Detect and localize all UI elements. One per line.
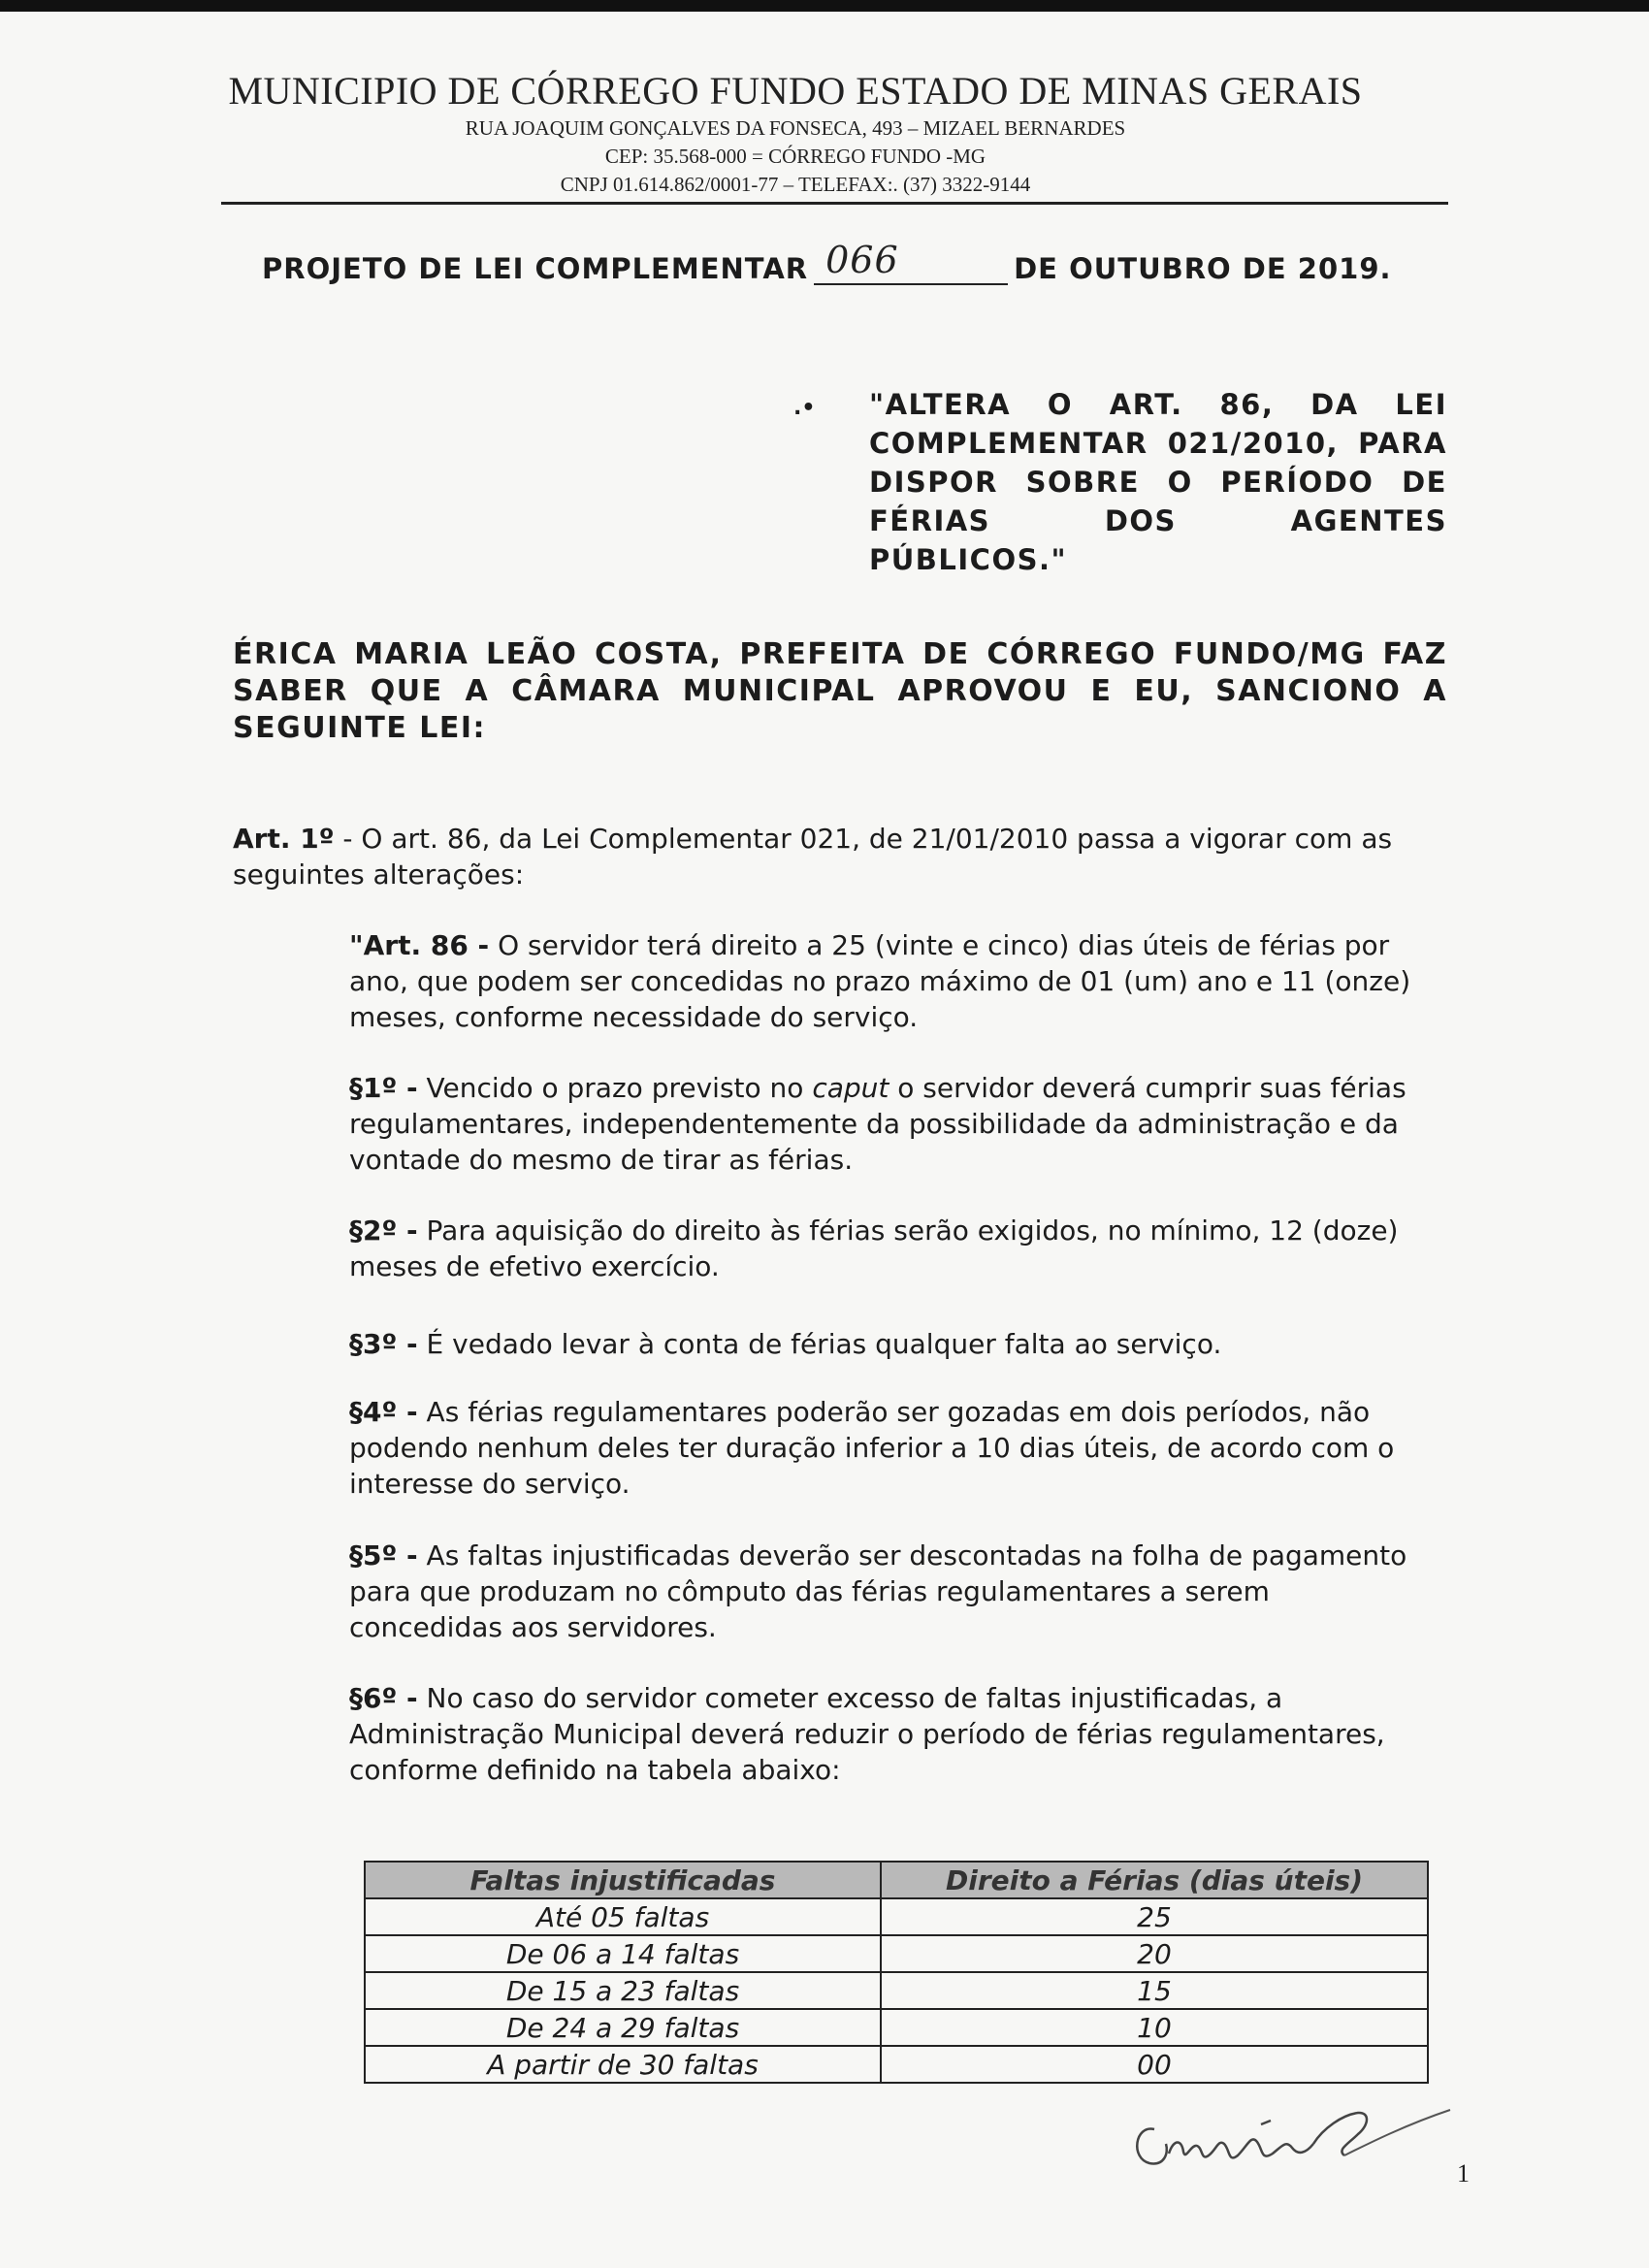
article-86-label: "Art. 86 -: [349, 929, 490, 961]
paragraph-5-label: §5º -: [349, 1539, 418, 1571]
letterhead-address: RUA JOAQUIM GONÇALVES DA FONSECA, 493 – MIZAEL BERNARDES: [465, 116, 1126, 140]
paragraph-2-text: Para aquisição do direito às férias serão exigidos, no mínimo, 12 (doze) meses de efetivo exercício.: [349, 1215, 1399, 1282]
table-cell: De 06 a 14 faltas: [365, 1935, 881, 1972]
ementa-line: "ALTERA O ART. 86, DA LEI: [869, 388, 1447, 421]
table-row: [365, 2009, 1428, 2046]
paragraph-4: [349, 1394, 1426, 1502]
ementa: [869, 385, 1447, 579]
letterhead-cnpj: CNPJ 01.614.862/0001-77 – TELEFAX:. (37) 3322-9144: [560, 173, 1031, 196]
table-cell: Até 05 faltas: [365, 1898, 881, 1935]
projeto-number-handwritten: 066: [825, 239, 899, 281]
table-cell: 15: [881, 1972, 1428, 2009]
projeto-suffix: DE OUTUBRO DE 2019.: [1014, 252, 1392, 285]
paragraph-3: [349, 1326, 1426, 1362]
table-cell: A partir de 30 faltas: [365, 2046, 881, 2083]
table-row: [365, 1935, 1428, 1972]
paragraph-4-label: §4º -: [349, 1396, 418, 1428]
signature-handwritten: [1116, 2086, 1465, 2192]
letterhead-cep: CEP: 35.568-000 = CÓRREGO FUNDO -MG: [604, 145, 986, 168]
table-cell: De 24 a 29 faltas: [365, 2009, 881, 2046]
paragraph-6-label: §6º -: [349, 1682, 418, 1714]
table-header-faltas: Faltas injustificadas: [365, 1862, 881, 1898]
table-cell: 25: [881, 1898, 1428, 1935]
paragraph-1-text-a: Vencido o prazo previsto no: [417, 1072, 813, 1104]
table-cell: 00: [881, 2046, 1428, 2083]
ementa-line: FÉRIAS DOS AGENTES PÚBLICOS.": [869, 504, 1447, 576]
table-cell: 20: [881, 1935, 1428, 1972]
ferias-table: [364, 1861, 1429, 2084]
table-header-direito: Direito a Férias (dias úteis): [881, 1862, 1428, 1898]
paragraph-1-text-b: o servidor deverá cumprir suas férias regulamentares, independentemente da possibilidade da administração e da vontade do mesmo de tirar as férias.: [349, 1072, 1406, 1176]
preamble: [233, 636, 1447, 747]
article-1-label: Art. 1º: [233, 823, 335, 855]
page-number: 1: [1457, 2159, 1470, 2187]
paragraph-1-label: §1º -: [349, 1072, 418, 1104]
paragraph-4-text: As férias regulamentares poderão ser gozadas em dois períodos, não podendo nenhum deles ter duração inferior a 10 dias úteis, de acordo com o interesse do serviço.: [349, 1396, 1395, 1500]
preamble-line: SABER QUE A CÂMARA MUNICIPAL APROVOU E EU, SANCIONO A: [233, 674, 1447, 708]
paragraph-1: [349, 1070, 1426, 1178]
paragraph-5: [349, 1538, 1426, 1645]
projeto-heading: [262, 239, 1392, 285]
table-row: [365, 1972, 1428, 2009]
table-header-row: [365, 1862, 1428, 1898]
paragraph-6: [349, 1680, 1426, 1788]
ementa-mark: .•: [793, 396, 816, 420]
table-cell: De 15 a 23 faltas: [365, 1972, 881, 2009]
article-1-text: - O art. 86, da Lei Complementar 021, de 21/01/2010 passa a vigorar com as seguintes alterações:: [233, 823, 1393, 891]
article-86: [349, 927, 1426, 1035]
table-row: [365, 2046, 1428, 2083]
letterhead-divider: [221, 202, 1448, 205]
projeto-number-field: [814, 239, 1008, 285]
article-86-text: O servidor terá direito a 25 (vinte e cinco) dias úteis de férias por ano, que podem ser concedidas no prazo máximo de 01 (um) ano e 11 (onze) meses, conforme necessidade do serviço.: [349, 929, 1411, 1033]
paragraph-5-text: As faltas injustificadas deverão ser descontadas na folha de pagamento para que produzam no cômputo das férias regulamentares a serem concedidas aos servidores.: [349, 1539, 1407, 1643]
paragraph-2: [349, 1213, 1426, 1284]
article-1: [233, 821, 1447, 892]
caput-term: caput: [812, 1072, 889, 1104]
ementa-line: COMPLEMENTAR 021/2010, PARA: [869, 427, 1447, 460]
projeto-prefix: PROJETO DE LEI COMPLEMENTAR: [262, 252, 809, 285]
letterhead-title: MUNICIPIO DE CÓRREGO FUNDO ESTADO DE MINAS GERAIS: [228, 69, 1363, 113]
ementa-line: DISPOR SOBRE O PERÍODO DE: [869, 466, 1447, 499]
preamble-line: SEGUINTE LEI:: [233, 711, 487, 745]
table-cell: 10: [881, 2009, 1428, 2046]
paragraph-6-text: No caso do servidor cometer excesso de faltas injustificadas, a Administração Municipal deverá reduzir o período de férias regulamentares, conforme definido na tabela abaixo:: [349, 1682, 1385, 1786]
scan-top-edge: [0, 0, 1649, 12]
table-row: [365, 1898, 1428, 1935]
paragraph-2-label: §2º -: [349, 1215, 418, 1247]
paragraph-3-text: É vedado levar à conta de férias qualquer falta ao serviço.: [417, 1328, 1222, 1360]
paragraph-3-label: §3º -: [349, 1328, 418, 1360]
preamble-line: ÉRICA MARIA LEÃO COSTA, PREFEITA DE CÓRREGO FUNDO/MG FAZ: [233, 637, 1447, 671]
